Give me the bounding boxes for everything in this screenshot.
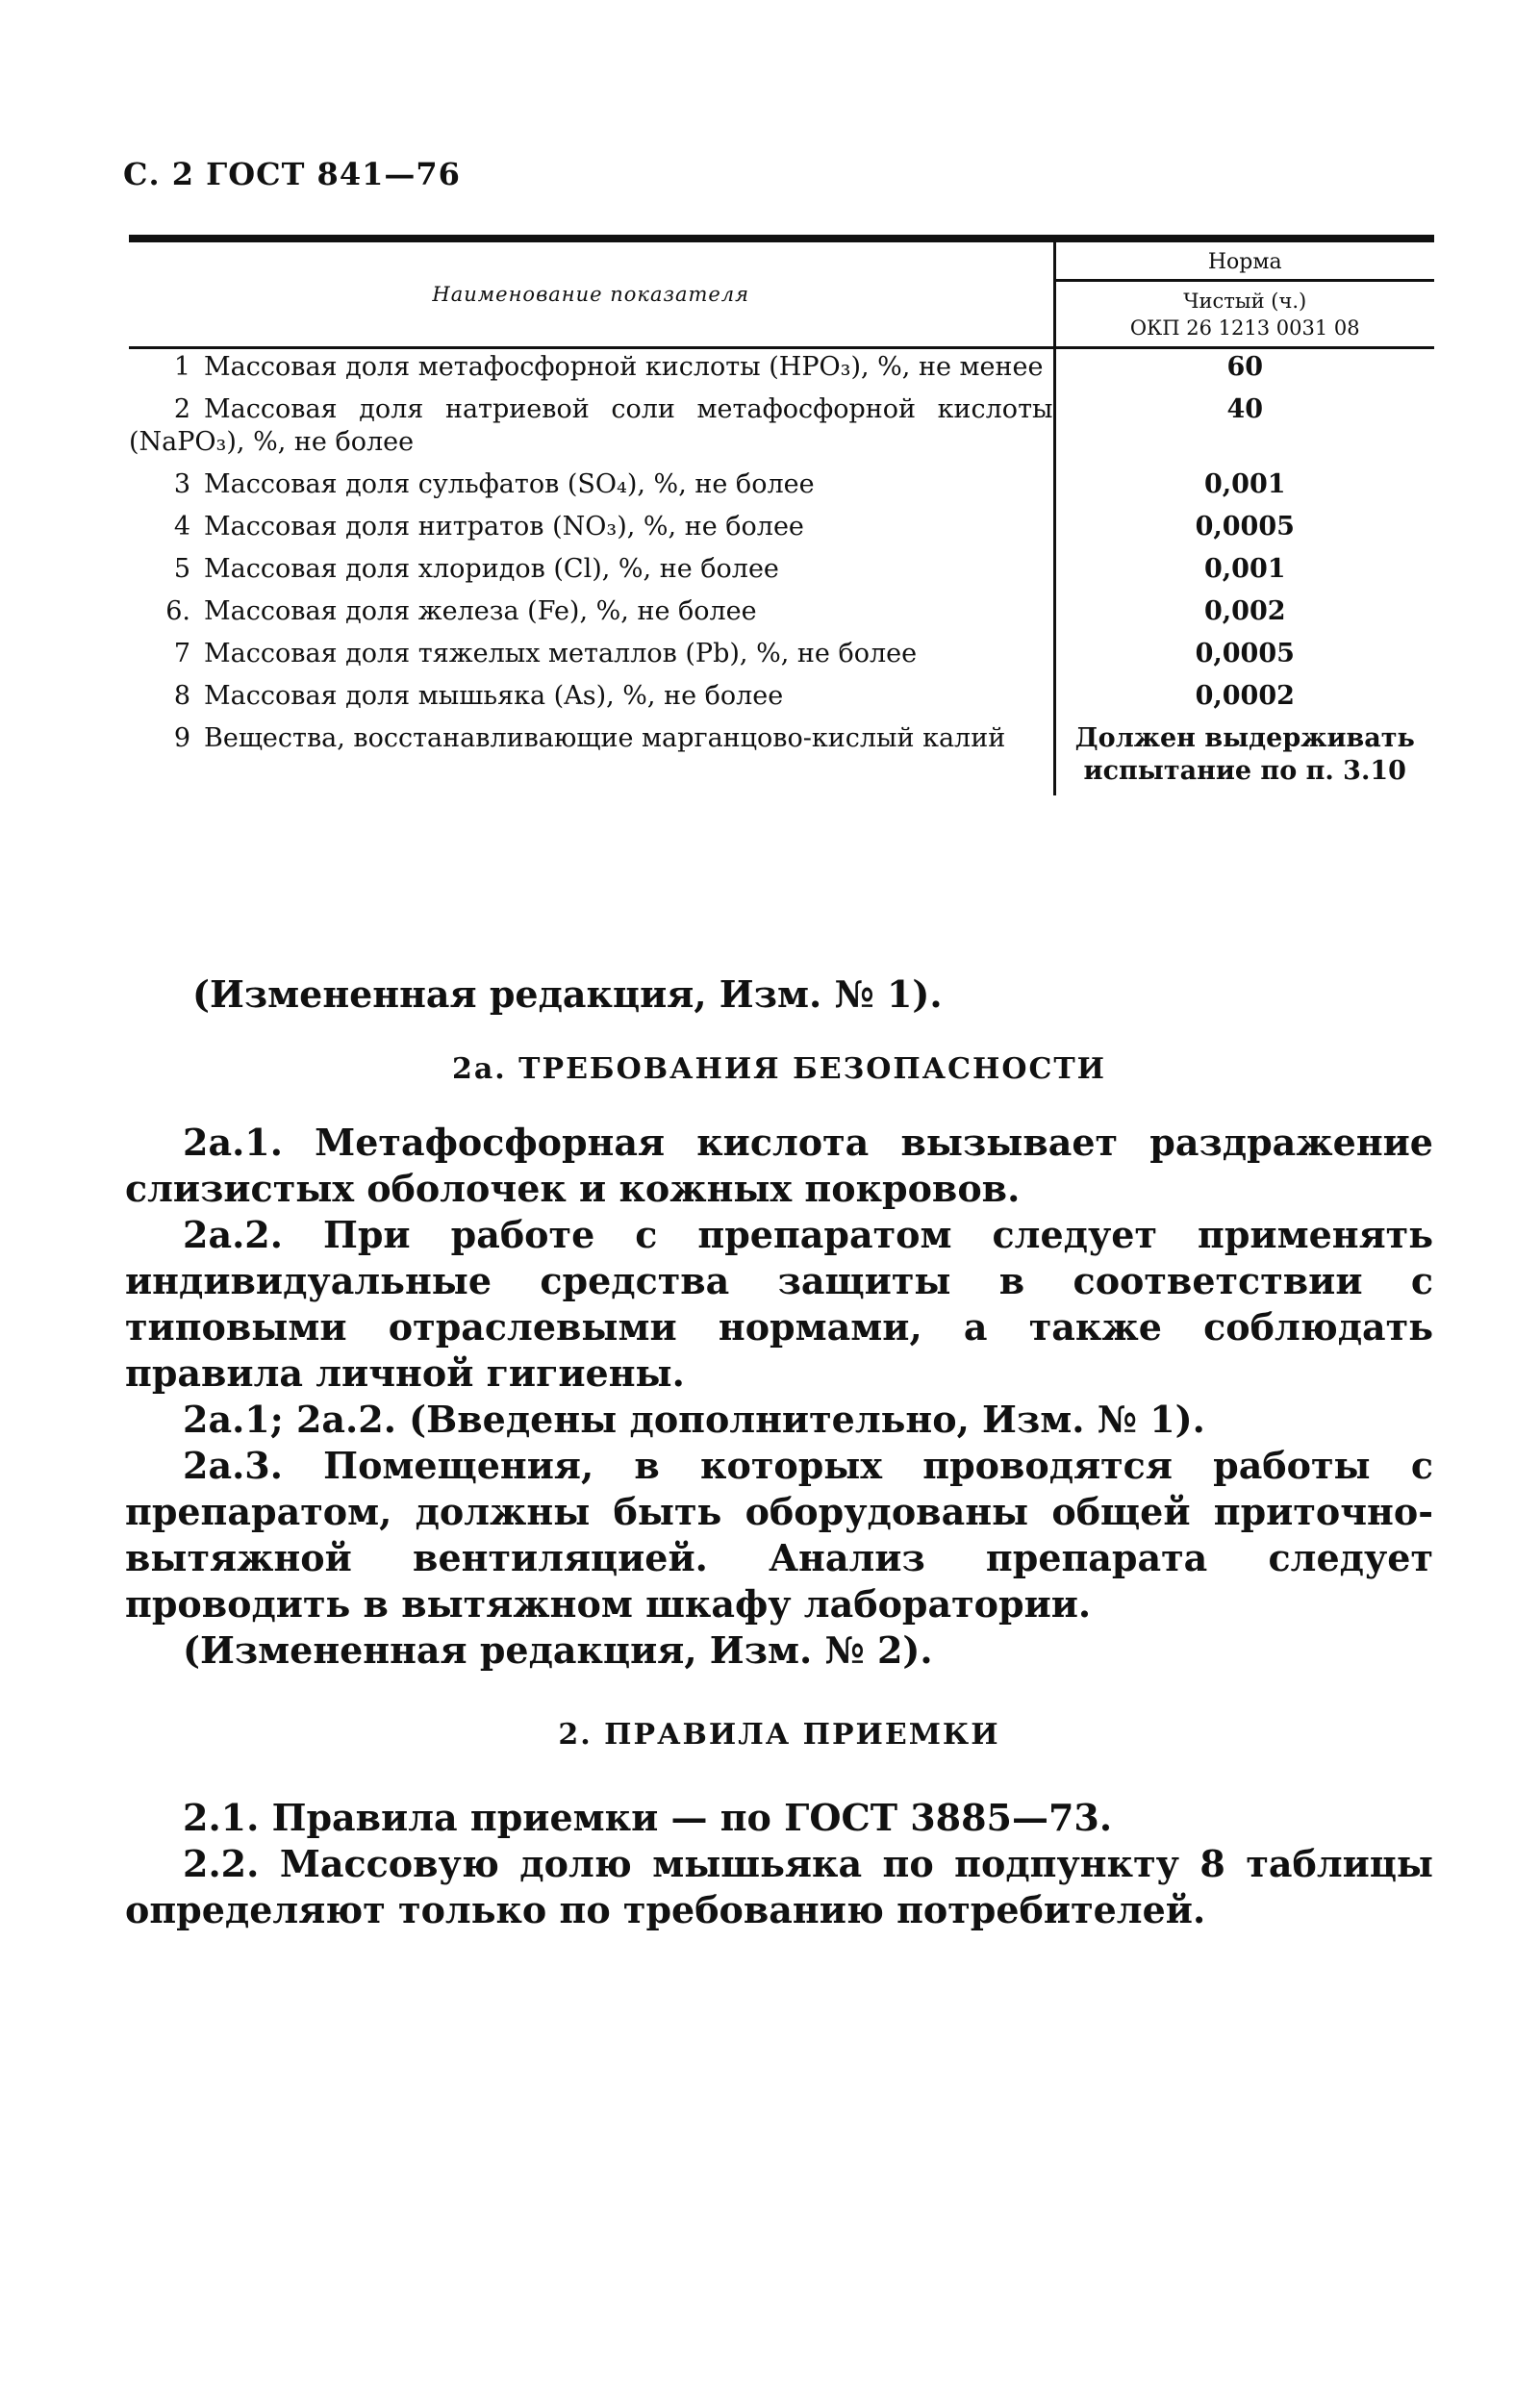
table-row [129, 636, 1434, 678]
indicator-name: Массовая доля железа (Fe), %, не более [204, 596, 757, 626]
col-header-name: Наименование показателя [129, 242, 1054, 348]
table-row [129, 551, 1434, 593]
indicator-name-cell [129, 391, 1054, 467]
table-top-rule [129, 235, 1434, 242]
indicator-name-cell [129, 348, 1054, 392]
table-row [129, 593, 1434, 636]
indicator-number: 2 [173, 394, 190, 424]
norm-value: Должен выдерживать испытание по п. 3.10 [1054, 720, 1434, 795]
indicator-name: Вещества, восстанавливающие марганцово-кислый калий [204, 723, 1006, 753]
table-row [129, 391, 1434, 467]
indicator-number: 7 [173, 639, 190, 668]
indicator-name-cell [129, 720, 1054, 795]
page-header: С. 2 ГОСТ 841—76 [123, 156, 461, 192]
paragraph-2a-2: 2а.2. При работе с препаратом следует применять индивидуальные средства защиты в соответствии с типовыми отраслевыми нормами, а также соблюдать правила личной гигиены. [125, 1213, 1433, 1395]
norm-okp-code: ОКП 26 1213 0031 08 [1129, 315, 1360, 340]
col-header-norm: Норма [1054, 242, 1434, 281]
indicator-name: Массовая доля тяжелых металлов (Pb), %, не более [204, 639, 918, 668]
table-row [129, 678, 1434, 720]
indicator-name-cell [129, 509, 1054, 551]
paragraph-2a-added: 2а.1; 2а.2. (Введены дополнительно, Изм. № 1). [183, 1398, 1205, 1441]
indicator-number: 8 [173, 681, 190, 711]
indicator-name: Массовая доля метафосфорной кислоты (HPO₃), %, не менее [204, 352, 1044, 382]
amendment-note-1: (Измененная редакция, Изм. № 1). [192, 972, 943, 1016]
norm-value: 0,0002 [1054, 678, 1434, 720]
indicator-name-cell [129, 678, 1054, 720]
indicator-number: 6. [165, 596, 190, 626]
table-row [129, 509, 1434, 551]
indicator-name: Массовая доля нитратов (NO₃), %, не более [204, 512, 804, 542]
paragraph-2a-1: 2а.1. Метафосфорная кислота вызывает раздражение слизистых оболочек и кожных покровов. [125, 1121, 1433, 1210]
indicator-name-cell [129, 467, 1054, 509]
col-header-norm-grade [1054, 281, 1434, 348]
indicator-number: 1 [173, 352, 190, 382]
paragraph-2-2: 2.2. Массовую долю мышьяка по подпункту 8 таблицы определяют только по требованию потребителей. [125, 1842, 1433, 1931]
table-body [129, 348, 1434, 796]
indicator-name: Массовая доля хлоридов (Cl), %, не более [204, 554, 779, 584]
norms-table [129, 242, 1434, 795]
indicator-name-cell [129, 551, 1054, 593]
section-2-title: 2. ПРАВИЛА ПРИЕМКИ [558, 1718, 1000, 1752]
indicator-number: 4 [173, 512, 190, 542]
indicator-number: 3 [173, 469, 190, 499]
norm-value: 0,0005 [1054, 636, 1434, 678]
norm-value: 40 [1054, 391, 1434, 467]
indicator-number: 5 [173, 554, 190, 584]
indicator-name-cell [129, 636, 1054, 678]
indicator-name: Массовая доля натриевой соли метафосфорной кислоты (NaPO₃), %, не более [129, 394, 1053, 457]
indicator-name-cell [129, 593, 1054, 636]
norm-value: 0,001 [1054, 467, 1434, 509]
indicator-number: 9 [173, 723, 190, 753]
indicator-name: Массовая доля мышьяка (As), %, не более [204, 681, 784, 711]
norm-value: 0,002 [1054, 593, 1434, 636]
table-row [129, 348, 1434, 392]
amendment-note-2: (Измененная редакция, Изм. № 2). [183, 1628, 933, 1672]
norm-grade-label: Чистый (ч.) [1183, 289, 1307, 313]
paragraph-2-1: 2.1. Правила приемки — по ГОСТ 3885—73. [183, 1796, 1113, 1839]
section-2a-title: 2а. ТРЕБОВАНИЯ БЕЗОПАСНОСТИ [451, 1052, 1107, 1086]
table-row [129, 720, 1434, 795]
table-row [129, 467, 1434, 509]
indicator-name: Массовая доля сульфатов (SO₄), %, не более [204, 469, 815, 499]
norm-value: 0,001 [1054, 551, 1434, 593]
paragraph-2a-3: 2а.3. Помещения, в которых проводятся работы с препаратом, должны быть оборудованы общей приточно-вытяжной вентиляцией. Анализ препарата следует проводить в вытяжном шкафу лаборатории. [125, 1444, 1433, 1626]
norm-value: 60 [1054, 348, 1434, 392]
body-text [125, 971, 1433, 1933]
norm-value: 0,0005 [1054, 509, 1434, 551]
